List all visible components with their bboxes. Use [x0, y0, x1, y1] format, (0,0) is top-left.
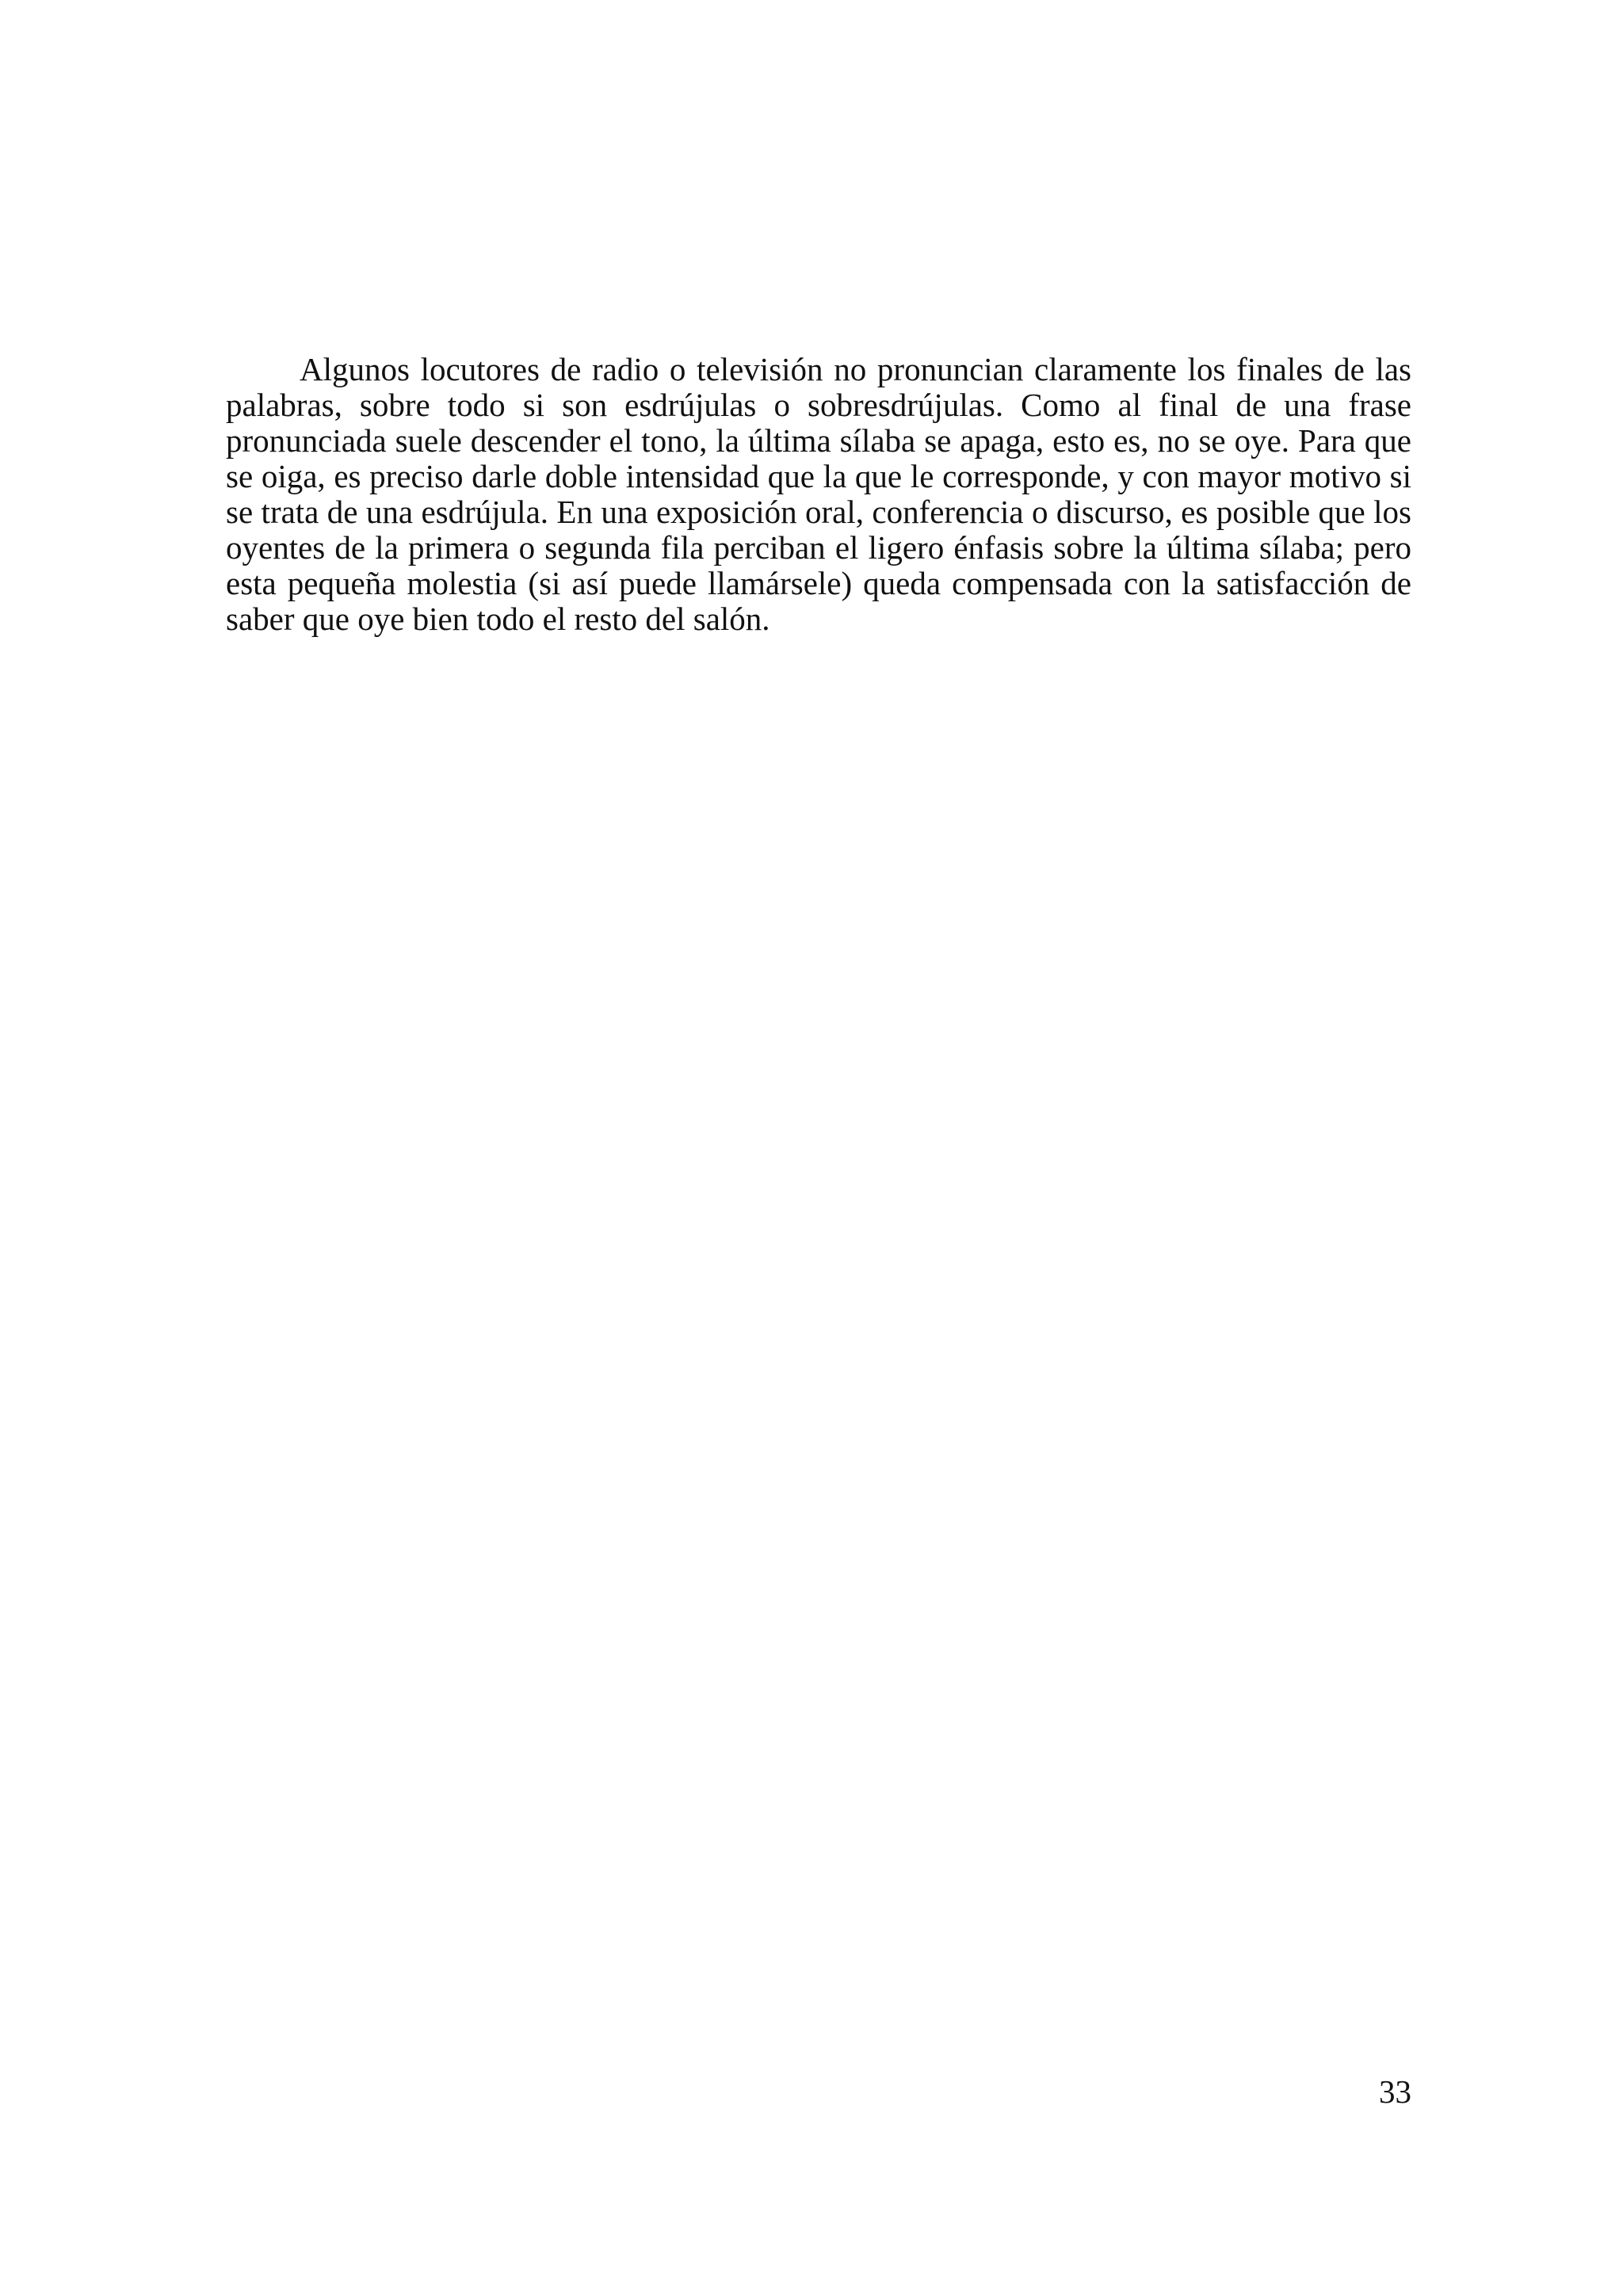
page-number: 33 [1379, 2073, 1411, 2110]
body-paragraph: Algunos locutores de radio o televisión no pronuncian claramente los finales de las palabras, sobre todo si son esdrújulas o sobresdrújulas. Como al final de una frase pronunciada suele descender el tono, la última sílaba se apaga, esto es, no se oye. Para que se oiga, es preciso darle doble intensidad que la que le corresponde, y con mayor motivo si se trata de una esdrújula. En una exposición oral, conferencia o discurso, es posible que los oyentes de la primera o segunda fila perciban el ligero énfasis sobre la última sílaba; pero esta pequeña molestia (si así puede llamársele) queda compensada con la satisfacción de saber que oye bien todo el resto del salón. [226, 351, 1411, 637]
